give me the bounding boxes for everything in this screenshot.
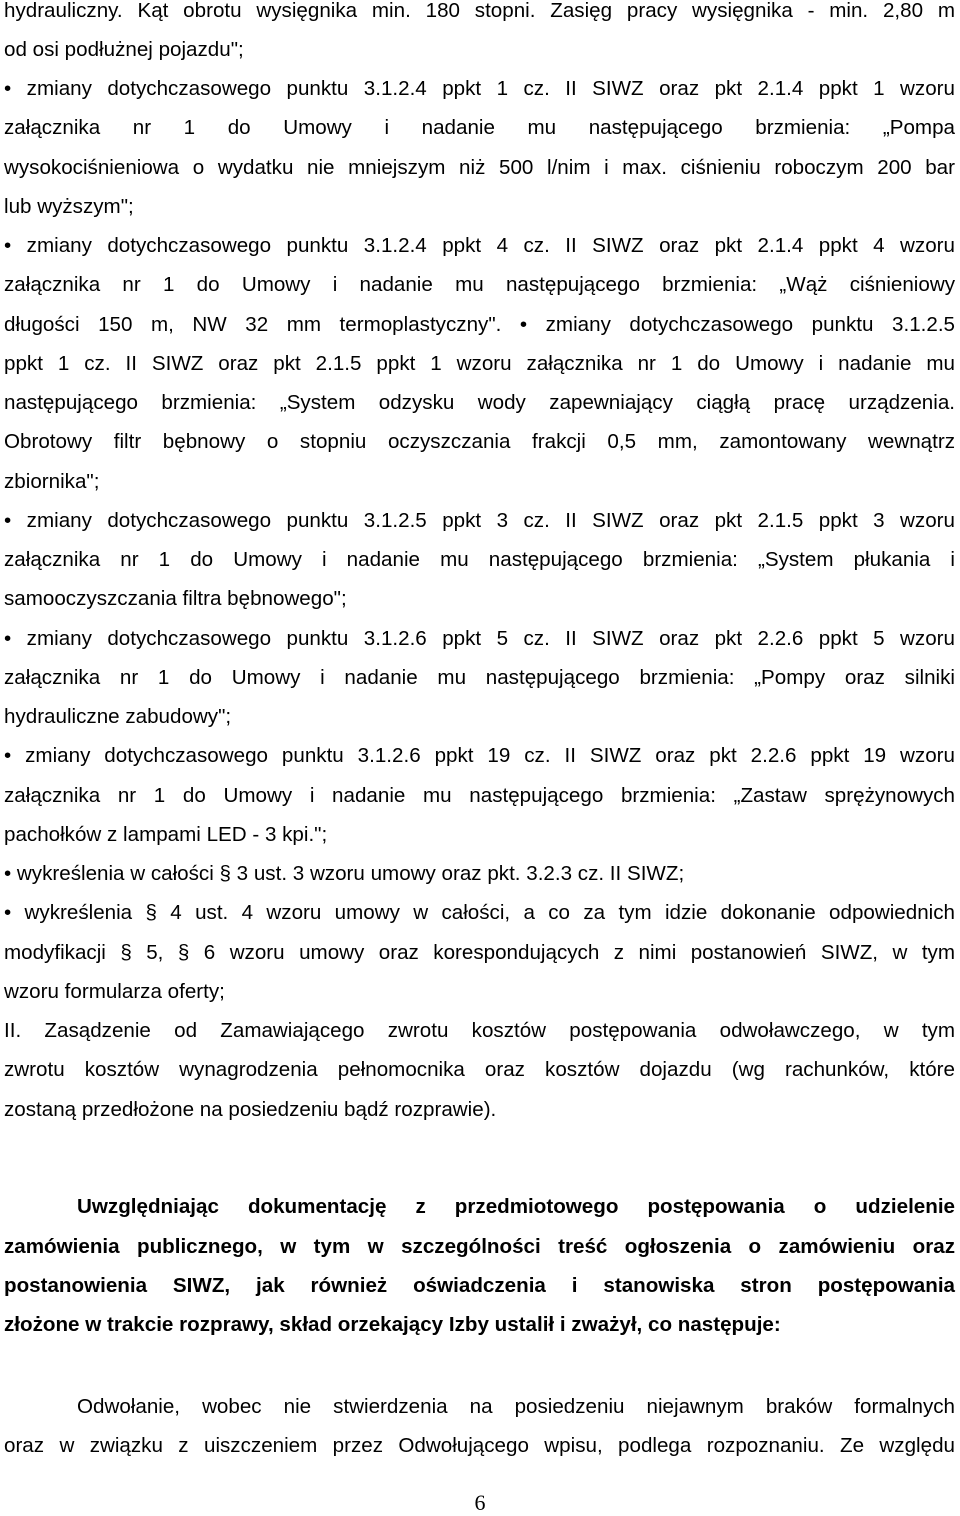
text-line: załącznika nr 1 do Umowy i nadanie mu następującego brzmienia: „Zastaw sprężynowych	[4, 784, 955, 807]
bold-text-line: Uwzględniając dokumentację z przedmiotowego postępowania o udzielenie	[77, 1195, 955, 1218]
text-line: hydrauliczne zabudowy";	[4, 705, 232, 728]
list-item: • zmiany dotychczasowego punktu 3.1.2.5 ppkt 3 cz. II SIWZ oraz pkt 2.1.5 ppkt 3 wzoru	[4, 509, 955, 532]
text-line: samooczyszczania filtra bębnowego";	[4, 587, 347, 610]
text-line: lub wyższym";	[4, 195, 134, 218]
list-item: • zmiany dotychczasowego punktu 3.1.2.6 ppkt 19 cz. II SIWZ oraz pkt 2.2.6 ppkt 19 wzoru	[4, 744, 955, 767]
text-line: załącznika nr 1 do Umowy i nadanie mu następującego brzmienia: „Wąż ciśnieniowy	[4, 273, 955, 296]
page-number: 6	[474, 1490, 486, 1515]
text-line: zwrotu kosztów wynagrodzenia pełnomocnika oraz kosztów dojazdu (wg rachunków, które	[4, 1058, 955, 1081]
list-item: • zmiany dotychczasowego punktu 3.1.2.4 ppkt 1 cz. II SIWZ oraz pkt 2.1.4 ppkt 1 wzoru	[4, 77, 955, 100]
text-line: wzoru formularza oferty;	[4, 980, 225, 1003]
text-line: hydrauliczny. Kąt obrotu wysięgnika min. 180 stopni. Zasięg pracy wysięgnika - min. 2,80 m	[4, 0, 955, 22]
bold-text-line: złożone w trakcie rozprawy, skład orzekający Izby ustalił i zważył, co następuje:	[4, 1313, 781, 1336]
text-line: załącznika nr 1 do Umowy i nadanie mu następującego brzmienia: „Pompy oraz silniki	[4, 666, 955, 689]
text-line: modyfikacji § 5, § 6 wzoru umowy oraz korespondujących z nimi postanowień SIWZ, w tym	[4, 941, 955, 964]
text-line: Obrotowy filtr bębnowy o stopniu oczyszczania frakcji 0,5 mm, zamontowany wewnątrz	[4, 430, 955, 453]
text-line: zostaną przedłożone na posiedzeniu bądź rozprawie).	[4, 1098, 497, 1121]
list-item: • wykreślenia § 4 ust. 4 wzoru umowy w całości, a co za tym idzie dokonanie odpowiednich	[4, 901, 955, 924]
list-item: • wykreślenia w całości § 3 ust. 3 wzoru umowy oraz pkt. 3.2.3 cz. II SIWZ;	[4, 862, 685, 885]
text-line: od osi podłużnej pojazdu";	[4, 38, 244, 61]
text-line: następującego brzmienia: „System odzysku wody zapewniający ciągłą pracę urządzenia.	[4, 391, 955, 414]
text-line: oraz w związku z uiszczeniem przez Odwołującego wpisu, podlega rozpoznaniu. Ze względu	[4, 1434, 955, 1457]
text-line: załącznika nr 1 do Umowy i nadanie mu następującego brzmienia: „System płukania i	[4, 548, 955, 571]
bold-text-line: zamówienia publicznego, w tym w szczególności treść ogłoszenia o zamówieniu oraz	[4, 1235, 955, 1258]
list-item: • zmiany dotychczasowego punktu 3.1.2.4 ppkt 4 cz. II SIWZ oraz pkt 2.1.4 ppkt 4 wzoru	[4, 234, 955, 257]
text-line: zbiornika";	[4, 470, 100, 493]
text-line: Odwołanie, wobec nie stwierdzenia na posiedzeniu niejawnym braków formalnych	[77, 1395, 955, 1418]
text-line: załącznika nr 1 do Umowy i nadanie mu następującego brzmienia: „Pompa	[4, 116, 955, 139]
text-line: wysokociśnieniowa o wydatku nie mniejszym niż 500 l/nim i max. ciśnieniu roboczym 200 bar	[4, 156, 955, 179]
bold-text-line: postanowienia SIWZ, jak również oświadczenia i stanowiska stron postępowania	[4, 1274, 955, 1297]
text-line: długości 150 m, NW 32 mm termoplastyczny". • zmiany dotychczasowego punktu 3.1.2.5	[4, 313, 955, 336]
list-item: • zmiany dotychczasowego punktu 3.1.2.6 ppkt 5 cz. II SIWZ oraz pkt 2.2.6 ppkt 5 wzoru	[4, 627, 955, 650]
text-line: ppkt 1 cz. II SIWZ oraz pkt 2.1.5 ppkt 1 wzoru załącznika nr 1 do Umowy i nadanie mu	[4, 352, 955, 375]
text-line: II. Zasądzenie od Zamawiającego zwrotu kosztów postępowania odwoławczego, w tym	[4, 1019, 955, 1042]
text-line: pachołków z lampami LED - 3 kpi.";	[4, 823, 328, 846]
